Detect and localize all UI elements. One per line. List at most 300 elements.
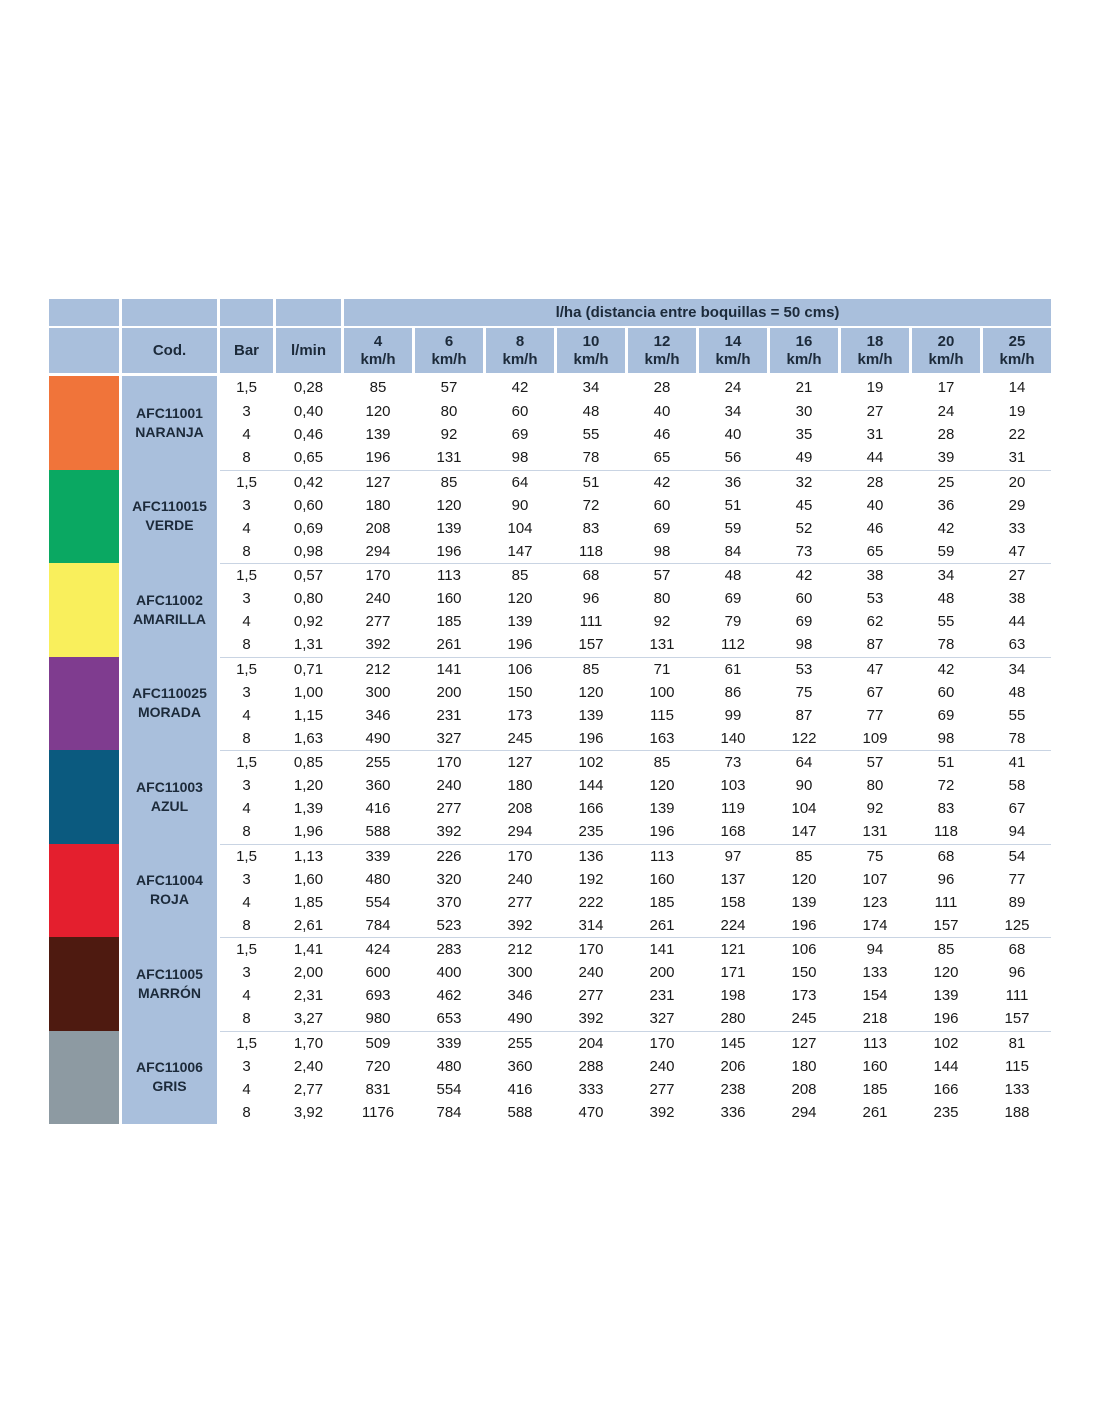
cell-lha: 34 <box>582 379 600 397</box>
cell-lha: 40 <box>866 496 884 514</box>
cell-lha: 554 <box>365 893 391 911</box>
cell-lha: 104 <box>507 519 533 537</box>
cell-lha: 55 <box>937 613 955 631</box>
cell-lha: 104 <box>791 800 817 818</box>
cell-lha: 111 <box>1005 987 1029 1005</box>
header-speed-14 <box>699 328 767 373</box>
cell-lha: 38 <box>866 567 884 585</box>
cell-lha: 42 <box>937 519 955 537</box>
cell-lha: 392 <box>578 1010 604 1028</box>
cell-lha: 72 <box>582 496 600 514</box>
cell-lha: 255 <box>507 1034 533 1052</box>
header-cod: Cod. <box>122 328 217 373</box>
cell-lha: 85 <box>440 473 458 491</box>
cell-lha: 69 <box>937 706 955 724</box>
cell-bar: 4 <box>242 425 251 443</box>
nozzle-color-name: GRIS <box>152 1078 187 1095</box>
cell-lha: 69 <box>511 425 529 443</box>
header-empty-cod <box>122 299 217 326</box>
cell-lha: 102 <box>578 754 604 772</box>
cell-lha: 173 <box>507 706 533 724</box>
cell-lha: 115 <box>650 706 674 724</box>
nozzle-code-cell <box>122 844 217 938</box>
cell-lha: 102 <box>933 1034 959 1052</box>
cell-lha: 320 <box>436 870 462 888</box>
cell-lha: 118 <box>934 823 958 841</box>
nozzle-group <box>49 657 1051 751</box>
cell-lha: 240 <box>649 1057 675 1075</box>
nozzle-code: AFC11002 <box>136 591 203 608</box>
table-row <box>220 938 1051 961</box>
cell-lha: 509 <box>365 1034 391 1052</box>
cell-lha: 400 <box>436 964 462 982</box>
cell-lha: 158 <box>720 893 746 911</box>
table-row <box>220 704 1051 727</box>
cell-bar: 3 <box>242 870 251 888</box>
cell-lha: 90 <box>511 496 529 514</box>
nozzle-group <box>49 376 1051 470</box>
cell-lha: 81 <box>1008 1034 1026 1052</box>
cell-lha: 416 <box>507 1080 533 1098</box>
cell-lmin: 0,71 <box>293 660 324 678</box>
cell-lmin: 1,31 <box>293 636 324 654</box>
cell-lha: 208 <box>507 800 533 818</box>
nozzle-table <box>49 299 1051 1124</box>
cell-lmin: 1,63 <box>293 729 324 747</box>
cell-lha: 14 <box>1008 379 1026 397</box>
speed-value: 16 <box>795 332 813 350</box>
cell-lha: 48 <box>937 590 955 608</box>
cell-lha: 120 <box>578 683 604 701</box>
cell-bar: 4 <box>242 987 251 1005</box>
cell-lha: 245 <box>791 1010 817 1028</box>
header-swatch <box>49 328 119 373</box>
cell-bar: 8 <box>242 1010 251 1028</box>
cell-lha: 78 <box>582 449 600 467</box>
cell-lha: 59 <box>937 542 955 560</box>
cell-lha: 106 <box>507 660 533 678</box>
cell-lha: 125 <box>1004 916 1030 934</box>
cell-lha: 346 <box>365 706 391 724</box>
table-row <box>220 399 1051 422</box>
speed-value: 8 <box>515 332 525 350</box>
cell-bar: 1,5 <box>236 941 257 959</box>
cell-lha: 57 <box>440 379 458 397</box>
cell-lha: 588 <box>507 1103 533 1121</box>
color-swatch <box>49 470 119 564</box>
cell-lha: 122 <box>791 729 817 747</box>
cell-lha: 240 <box>365 590 391 608</box>
nozzle-color-name: NARANJA <box>135 423 204 440</box>
cell-lmin: 0,80 <box>293 590 324 608</box>
nozzle-color-name: AZUL <box>150 797 189 814</box>
table-row <box>220 1032 1051 1055</box>
cell-lha: 85 <box>795 847 813 865</box>
cell-lha: 60 <box>937 683 955 701</box>
group-rows <box>220 937 1051 1031</box>
cell-bar: 8 <box>242 916 251 934</box>
nozzle-code-cell <box>122 470 217 564</box>
cell-lha: 145 <box>720 1034 746 1052</box>
cell-lmin: 0,85 <box>293 754 324 772</box>
header-speed-10 <box>557 328 625 373</box>
cell-bar: 3 <box>242 1057 251 1075</box>
cell-lha: 240 <box>578 964 604 982</box>
cell-lha: 27 <box>1008 567 1026 585</box>
cell-lha: 106 <box>791 941 817 959</box>
cell-lha: 51 <box>582 473 600 491</box>
cell-lha: 68 <box>582 567 600 585</box>
cell-lmin: 1,41 <box>293 941 324 959</box>
cell-bar: 3 <box>242 777 251 795</box>
nozzle-group <box>49 937 1051 1031</box>
cell-lha: 160 <box>862 1057 888 1075</box>
cell-lha: 1176 <box>361 1103 395 1121</box>
cell-lha: 69 <box>795 613 813 631</box>
cell-lha: 160 <box>436 590 462 608</box>
cell-lha: 120 <box>791 870 817 888</box>
cell-lha: 109 <box>862 729 888 747</box>
cell-lha: 170 <box>578 941 604 959</box>
group-rows <box>220 844 1051 938</box>
cell-lmin: 1,96 <box>293 823 324 841</box>
cell-lmin: 0,40 <box>293 402 324 420</box>
table-row <box>220 1055 1051 1078</box>
cell-lha: 73 <box>795 542 813 560</box>
cell-lha: 42 <box>937 660 955 678</box>
speed-headers <box>344 328 1051 373</box>
cell-lha: 34 <box>1008 660 1026 678</box>
cell-lha: 185 <box>436 613 462 631</box>
nozzle-code-cell <box>122 937 217 1031</box>
cell-lha: 49 <box>795 449 813 467</box>
group-rows <box>220 750 1051 844</box>
color-swatch <box>49 1031 119 1125</box>
cell-lha: 57 <box>866 754 884 772</box>
cell-lmin: 0,65 <box>293 449 324 467</box>
speed-unit: km/h <box>573 350 609 368</box>
cell-lha: 245 <box>507 729 533 747</box>
header-speed-25 <box>983 328 1051 373</box>
cell-lha: 226 <box>436 847 462 865</box>
cell-lha: 80 <box>866 777 884 795</box>
cell-lha: 208 <box>791 1080 817 1098</box>
nozzle-group <box>49 563 1051 657</box>
cell-lha: 196 <box>436 542 462 560</box>
cell-lha: 157 <box>578 636 604 654</box>
cell-lha: 41 <box>1008 754 1026 772</box>
table-row <box>220 1007 1051 1030</box>
cell-bar: 3 <box>242 590 251 608</box>
table-row <box>220 658 1051 681</box>
cell-lha: 171 <box>720 964 746 982</box>
cell-lha: 235 <box>933 1103 959 1121</box>
cell-lha: 480 <box>436 1057 462 1075</box>
cell-bar: 8 <box>242 449 251 467</box>
cell-bar: 1,5 <box>236 473 257 491</box>
cell-lha: 22 <box>1008 425 1026 443</box>
cell-bar: 4 <box>242 519 251 537</box>
table-top-header <box>49 299 1051 326</box>
cell-lha: 64 <box>795 754 813 772</box>
table-row <box>220 540 1051 563</box>
cell-lha: 72 <box>937 777 955 795</box>
cell-lha: 44 <box>866 449 884 467</box>
cell-lmin: 1,60 <box>293 870 324 888</box>
cell-lha: 54 <box>1008 847 1026 865</box>
cell-lha: 238 <box>720 1080 746 1098</box>
cell-lmin: 3,92 <box>293 1103 324 1121</box>
cell-lha: 392 <box>436 823 462 841</box>
cell-lha: 48 <box>582 402 600 420</box>
header-speed-8 <box>486 328 554 373</box>
nozzle-code: AFC110015 <box>132 498 207 515</box>
speed-unit: km/h <box>715 350 751 368</box>
cell-lha: 180 <box>365 496 391 514</box>
table-row <box>220 494 1051 517</box>
cell-lha: 120 <box>649 777 675 795</box>
cell-lha: 63 <box>1008 636 1026 654</box>
header-speed-4 <box>344 328 412 373</box>
cell-bar: 3 <box>242 683 251 701</box>
cell-lha: 98 <box>795 636 813 654</box>
cell-lmin: 0,92 <box>293 613 324 631</box>
cell-lha: 480 <box>365 870 391 888</box>
header-speed-12 <box>628 328 696 373</box>
nozzle-code-cell <box>122 376 217 470</box>
cell-lha: 192 <box>578 870 604 888</box>
header-empty-lmin <box>276 299 341 326</box>
cell-lha: 255 <box>365 754 391 772</box>
cell-lha: 68 <box>1008 941 1026 959</box>
cell-lha: 68 <box>937 847 955 865</box>
cell-lha: 416 <box>365 800 391 818</box>
cell-lha: 94 <box>866 941 884 959</box>
cell-lmin: 2,77 <box>293 1080 324 1098</box>
cell-bar: 8 <box>242 823 251 841</box>
cell-lha: 28 <box>653 379 671 397</box>
cell-lha: 19 <box>866 379 884 397</box>
cell-lha: 24 <box>724 379 742 397</box>
nozzle-group <box>49 1031 1051 1125</box>
cell-lha: 85 <box>937 941 955 959</box>
cell-lha: 48 <box>724 567 742 585</box>
cell-lha: 21 <box>795 379 813 397</box>
cell-lha: 206 <box>720 1057 746 1075</box>
cell-lha: 42 <box>795 567 813 585</box>
table-row <box>220 610 1051 633</box>
nozzle-code-cell <box>122 750 217 844</box>
speed-unit: km/h <box>644 350 680 368</box>
header-bar: Bar <box>220 328 273 373</box>
table-row <box>220 914 1051 937</box>
cell-lha: 235 <box>578 823 604 841</box>
cell-lha: 133 <box>1004 1080 1030 1098</box>
table-row <box>220 681 1051 704</box>
cell-lha: 261 <box>862 1103 888 1121</box>
cell-lha: 139 <box>791 893 817 911</box>
cell-lha: 77 <box>866 706 884 724</box>
header-lmin: l/min <box>276 328 341 373</box>
cell-lha: 294 <box>507 823 533 841</box>
cell-lha: 45 <box>795 496 813 514</box>
cell-lha: 60 <box>795 590 813 608</box>
cell-lha: 86 <box>724 683 742 701</box>
cell-bar: 4 <box>242 1080 251 1098</box>
cell-lha: 60 <box>511 402 529 420</box>
cell-lha: 31 <box>1008 449 1026 467</box>
cell-lha: 141 <box>649 941 675 959</box>
cell-lha: 240 <box>507 870 533 888</box>
color-swatch <box>49 376 119 470</box>
cell-lha: 424 <box>365 941 391 959</box>
cell-bar: 3 <box>242 496 251 514</box>
cell-lha: 61 <box>724 660 742 678</box>
group-rows <box>220 1031 1051 1125</box>
cell-lha: 55 <box>582 425 600 443</box>
cell-lha: 127 <box>507 754 533 772</box>
cell-lha: 277 <box>436 800 462 818</box>
speed-unit: km/h <box>431 350 467 368</box>
cell-lha: 222 <box>578 893 604 911</box>
cell-lmin: 0,28 <box>293 379 324 397</box>
cell-bar: 8 <box>242 542 251 560</box>
cell-lha: 120 <box>507 590 533 608</box>
cell-lha: 75 <box>866 847 884 865</box>
cell-lha: 32 <box>795 473 813 491</box>
speed-unit: km/h <box>786 350 822 368</box>
cell-lha: 89 <box>1008 893 1026 911</box>
cell-lmin: 2,31 <box>293 987 324 1005</box>
cell-bar: 4 <box>242 613 251 631</box>
cell-bar: 8 <box>242 1103 251 1121</box>
speed-value: 14 <box>724 332 742 350</box>
cell-lha: 208 <box>365 519 391 537</box>
cell-lha: 523 <box>436 916 462 934</box>
cell-lha: 52 <box>795 519 813 537</box>
nozzle-code: AFC110025 <box>132 685 207 702</box>
cell-lha: 160 <box>649 870 675 888</box>
cell-lha: 139 <box>649 800 675 818</box>
cell-lha: 59 <box>724 519 742 537</box>
group-rows <box>220 470 1051 564</box>
cell-bar: 4 <box>242 800 251 818</box>
nozzle-group <box>49 844 1051 938</box>
cell-lha: 58 <box>1008 777 1026 795</box>
cell-bar: 8 <box>242 729 251 747</box>
cell-lha: 166 <box>578 800 604 818</box>
cell-lha: 97 <box>724 847 742 865</box>
cell-lha: 131 <box>649 636 675 654</box>
cell-lmin: 0,42 <box>293 473 324 491</box>
cell-lha: 85 <box>511 567 529 585</box>
cell-lha: 94 <box>1008 823 1026 841</box>
table-row <box>220 797 1051 820</box>
cell-lha: 57 <box>653 567 671 585</box>
cell-lha: 139 <box>933 987 959 1005</box>
table-row <box>220 774 1051 797</box>
cell-lha: 339 <box>436 1034 462 1052</box>
cell-lha: 48 <box>1008 683 1026 701</box>
cell-bar: 1,5 <box>236 1034 257 1052</box>
nozzle-color-name: MARRÓN <box>138 984 201 1001</box>
cell-lha: 140 <box>720 729 746 747</box>
cell-lha: 30 <box>795 402 813 420</box>
cell-lha: 288 <box>578 1057 604 1075</box>
cell-lha: 133 <box>862 964 888 982</box>
cell-lha: 784 <box>365 916 391 934</box>
cell-lha: 28 <box>866 473 884 491</box>
cell-lha: 69 <box>653 519 671 537</box>
cell-lha: 166 <box>933 1080 959 1098</box>
cell-lmin: 2,61 <box>293 916 324 934</box>
cell-lha: 131 <box>862 823 888 841</box>
cell-lha: 85 <box>369 379 387 397</box>
cell-lha: 27 <box>866 402 884 420</box>
cell-lha: 170 <box>507 847 533 865</box>
header-speed-20 <box>912 328 980 373</box>
cell-lha: 90 <box>795 777 813 795</box>
nozzle-color-name: ROJA <box>150 891 189 908</box>
table-row <box>220 845 1051 868</box>
cell-lha: 150 <box>507 683 533 701</box>
color-swatch <box>49 750 119 844</box>
cell-lha: 92 <box>653 613 671 631</box>
cell-lha: 360 <box>365 777 391 795</box>
cell-lmin: 1,85 <box>293 893 324 911</box>
cell-lha: 314 <box>578 916 604 934</box>
color-swatch <box>49 844 119 938</box>
cell-lha: 200 <box>649 964 675 982</box>
header-empty-bar <box>220 299 273 326</box>
cell-lha: 119 <box>721 800 745 818</box>
cell-lha: 180 <box>507 777 533 795</box>
cell-lha: 300 <box>365 683 391 701</box>
cell-lha: 139 <box>365 425 391 443</box>
cell-lha: 19 <box>1008 402 1026 420</box>
cell-lha: 212 <box>365 660 391 678</box>
cell-lha: 240 <box>436 777 462 795</box>
table-row <box>220 517 1051 540</box>
cell-lha: 38 <box>1008 590 1026 608</box>
cell-lha: 180 <box>791 1057 817 1075</box>
cell-lmin: 1,13 <box>293 847 324 865</box>
nozzle-code: AFC11003 <box>136 778 203 795</box>
cell-lha: 277 <box>507 893 533 911</box>
cell-lha: 261 <box>436 636 462 654</box>
cell-lha: 98 <box>511 449 529 467</box>
table-row <box>220 423 1051 446</box>
cell-lha: 360 <box>507 1057 533 1075</box>
cell-lha: 392 <box>649 1103 675 1121</box>
cell-lha: 185 <box>862 1080 888 1098</box>
speed-unit: km/h <box>928 350 964 368</box>
cell-lha: 277 <box>365 613 391 631</box>
cell-lha: 720 <box>365 1057 391 1075</box>
cell-lha: 51 <box>937 754 955 772</box>
group-rows <box>220 563 1051 657</box>
cell-lha: 51 <box>724 496 742 514</box>
cell-lha: 139 <box>507 613 533 631</box>
cell-lha: 111 <box>579 613 603 631</box>
cell-lha: 588 <box>365 823 391 841</box>
cell-lha: 77 <box>1008 870 1026 888</box>
cell-lha: 300 <box>507 964 533 982</box>
cell-lha: 198 <box>720 987 746 1005</box>
cell-lha: 85 <box>653 754 671 772</box>
cell-lha: 554 <box>436 1080 462 1098</box>
cell-lha: 80 <box>653 590 671 608</box>
